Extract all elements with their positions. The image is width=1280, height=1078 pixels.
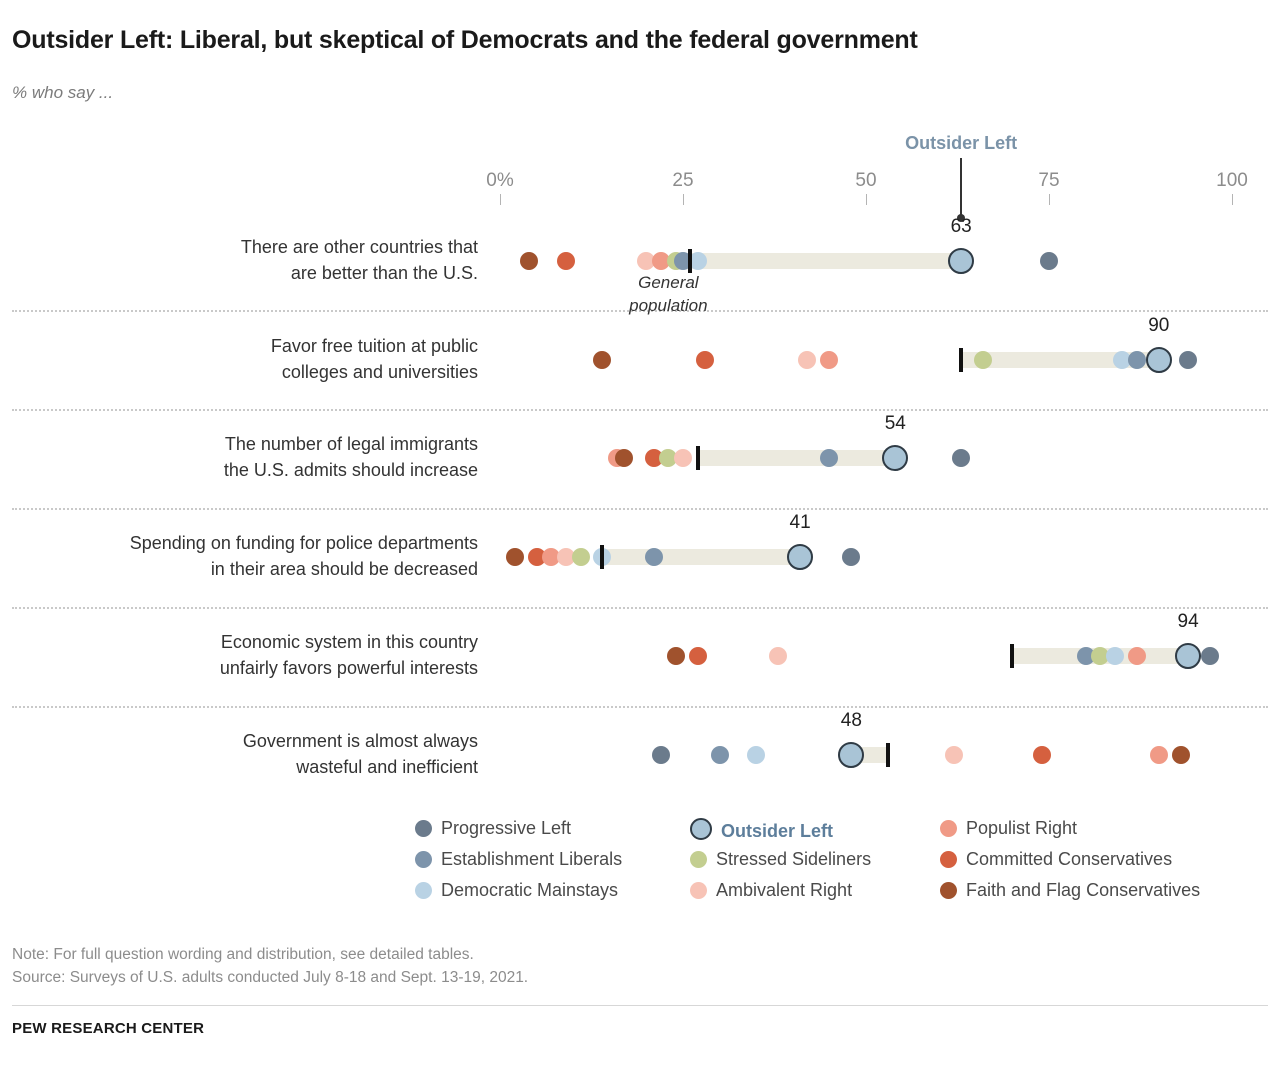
legend-swatch-icon	[415, 851, 432, 868]
row-separator	[12, 706, 1268, 708]
legend-item-label: Democratic Mainstays	[441, 880, 619, 900]
legend-item-label: Establishment Liberals	[441, 849, 623, 869]
legend-item-outsider-left[interactable]	[690, 818, 833, 842]
x-axis-label-100: 100	[1216, 170, 1248, 191]
data-point-faith-and-flag-conservatives	[593, 351, 611, 369]
row-separator	[12, 508, 1268, 510]
chart-legend	[0, 818, 1280, 918]
data-point-populist-right	[820, 351, 838, 369]
legend-item-populist-right[interactable]	[940, 818, 1077, 839]
range-bar	[676, 253, 961, 269]
x-axis-label-25: 25	[672, 170, 694, 191]
legend-item-label: Stressed Sideliners	[716, 849, 872, 869]
page-subtitle: % who say ...	[12, 83, 114, 102]
data-point-faith-and-flag-conservatives	[667, 647, 685, 665]
x-axis-tick-50	[866, 194, 867, 205]
data-point-outsider-left	[882, 445, 908, 471]
legend-swatch-icon	[940, 882, 957, 899]
data-point-progressive-left	[1040, 252, 1058, 270]
general-population-marker	[886, 743, 890, 767]
data-point-faith-and-flag-conservatives	[1172, 746, 1190, 764]
data-point-establishment-liberals	[711, 746, 729, 764]
data-point-committed-conservatives	[696, 351, 714, 369]
general-population-marker	[696, 446, 700, 470]
general-population-marker	[959, 348, 963, 372]
row-label-line1: Economic system in this country	[220, 632, 478, 652]
data-point-committed-conservatives	[1033, 746, 1051, 764]
data-point-establishment-liberals	[645, 548, 663, 566]
x-axis-tick-100	[1232, 194, 1233, 205]
legend-swatch-icon	[690, 818, 712, 840]
row-label-line2: in their area should be decreased	[210, 559, 478, 580]
data-point-progressive-left	[1179, 351, 1197, 369]
legend-item-label: Populist Right	[966, 818, 1078, 838]
brand-label: PEW RESEARCH CENTER	[12, 1020, 205, 1037]
outsider-left-value: 41	[789, 512, 811, 533]
x-axis-label-75: 75	[1038, 170, 1060, 191]
row-separator	[12, 607, 1268, 609]
data-point-faith-and-flag-conservatives	[520, 252, 538, 270]
x-axis-tick-75	[1049, 194, 1050, 205]
legend-item-progressive-left[interactable]	[415, 818, 571, 839]
row-label-line2: unfairly favors powerful interests	[219, 658, 478, 679]
data-point-outsider-left	[948, 248, 974, 274]
data-point-ambivalent-right	[674, 449, 692, 467]
data-point-stressed-sideliners	[974, 351, 992, 369]
range-bar	[698, 450, 896, 466]
general-population-marker	[688, 249, 692, 273]
legend-item-label: Outsider Left	[721, 821, 834, 841]
data-point-democratic-mainstays	[1106, 647, 1124, 665]
x-axis-label-0: 0%	[486, 170, 514, 191]
data-point-establishment-liberals	[1128, 351, 1146, 369]
general-population-marker	[600, 545, 604, 569]
legend-item-establishment-liberals[interactable]	[415, 849, 622, 870]
row-label	[0, 530, 478, 582]
legend-swatch-icon	[690, 882, 707, 899]
data-point-faith-and-flag-conservatives	[506, 548, 524, 566]
legend-item-faith-and-flag-conservatives[interactable]	[940, 880, 1200, 901]
data-point-progressive-left	[1201, 647, 1219, 665]
outsider-left-value: 90	[1148, 315, 1170, 336]
row-label	[0, 728, 478, 780]
legend-item-democratic-mainstays[interactable]	[415, 880, 618, 901]
chart-note: Note: For full question wording and distribution, see detailed tables.	[12, 946, 474, 963]
outsider-left-value: 48	[840, 710, 862, 731]
legend-swatch-icon	[690, 851, 707, 868]
data-point-progressive-left	[652, 746, 670, 764]
row-label-line1: There are other countries that	[240, 237, 478, 257]
page-title: Outsider Left: Liberal, but skeptical of Democrats and the federal government	[12, 26, 918, 54]
legend-item-label: Committed Conservatives	[966, 849, 1173, 869]
row-label-line1: Government is almost always	[242, 731, 478, 751]
data-point-populist-right	[1128, 647, 1146, 665]
outsider-left-value: 63	[950, 216, 972, 237]
legend-item-committed-conservatives[interactable]	[940, 849, 1172, 870]
legend-swatch-icon	[940, 851, 957, 868]
data-point-committed-conservatives	[689, 647, 707, 665]
legend-swatch-icon	[415, 882, 432, 899]
data-point-ambivalent-right	[945, 746, 963, 764]
row-label	[0, 431, 478, 483]
callout-leader-line	[960, 158, 962, 218]
outsider-left-callout: Outsider Left	[905, 133, 1018, 153]
general-population-label-line2: population	[629, 295, 708, 315]
row-label	[0, 234, 478, 286]
row-label-line2: the U.S. admits should increase	[223, 460, 478, 481]
data-point-outsider-left	[1146, 347, 1172, 373]
data-point-committed-conservatives	[557, 252, 575, 270]
data-point-outsider-left	[1175, 643, 1201, 669]
legend-item-stressed-sideliners[interactable]	[690, 849, 871, 870]
footer-divider	[12, 1005, 1268, 1006]
data-point-outsider-left	[787, 544, 813, 570]
row-label-line2: wasteful and inefficient	[296, 757, 478, 778]
row-label-line2: are better than the U.S.	[290, 263, 478, 284]
row-label-line1: Spending on funding for police departments	[129, 533, 478, 553]
row-separator	[12, 409, 1268, 411]
legend-swatch-icon	[415, 820, 432, 837]
data-point-faith-and-flag-conservatives	[615, 449, 633, 467]
x-axis-label-50: 50	[855, 170, 877, 191]
legend-item-label: Faith and Flag Conservatives	[966, 880, 1201, 900]
general-population-label	[629, 272, 707, 318]
legend-swatch-icon	[940, 820, 957, 837]
data-point-progressive-left	[842, 548, 860, 566]
outsider-left-value: 54	[884, 413, 906, 434]
legend-item-ambivalent-right[interactable]	[690, 880, 852, 901]
x-axis-tick-0	[500, 194, 501, 205]
row-label	[0, 629, 478, 681]
data-point-outsider-left	[838, 742, 864, 768]
data-point-ambivalent-right	[769, 647, 787, 665]
data-point-progressive-left	[952, 449, 970, 467]
legend-item-label: Progressive Left	[441, 818, 572, 838]
row-label-line1: Favor free tuition at public	[270, 336, 478, 356]
range-bar	[602, 549, 800, 565]
row-label	[0, 333, 478, 385]
data-point-democratic-mainstays	[747, 746, 765, 764]
general-population-marker	[1010, 644, 1014, 668]
row-label-line2: colleges and universities	[281, 362, 478, 383]
data-point-populist-right	[1150, 746, 1168, 764]
data-point-ambivalent-right	[798, 351, 816, 369]
data-point-establishment-liberals	[820, 449, 838, 467]
x-axis-tick-25	[683, 194, 684, 205]
data-point-stressed-sideliners	[572, 548, 590, 566]
outsider-left-value: 94	[1177, 611, 1199, 632]
chart-source: Source: Surveys of U.S. adults conducted July 8-18 and Sept. 13-19, 2021.	[12, 969, 529, 986]
general-population-label-line1: General	[638, 273, 699, 292]
legend-item-label: Ambivalent Right	[716, 880, 853, 900]
row-label-line1: The number of legal immigrants	[224, 434, 478, 454]
